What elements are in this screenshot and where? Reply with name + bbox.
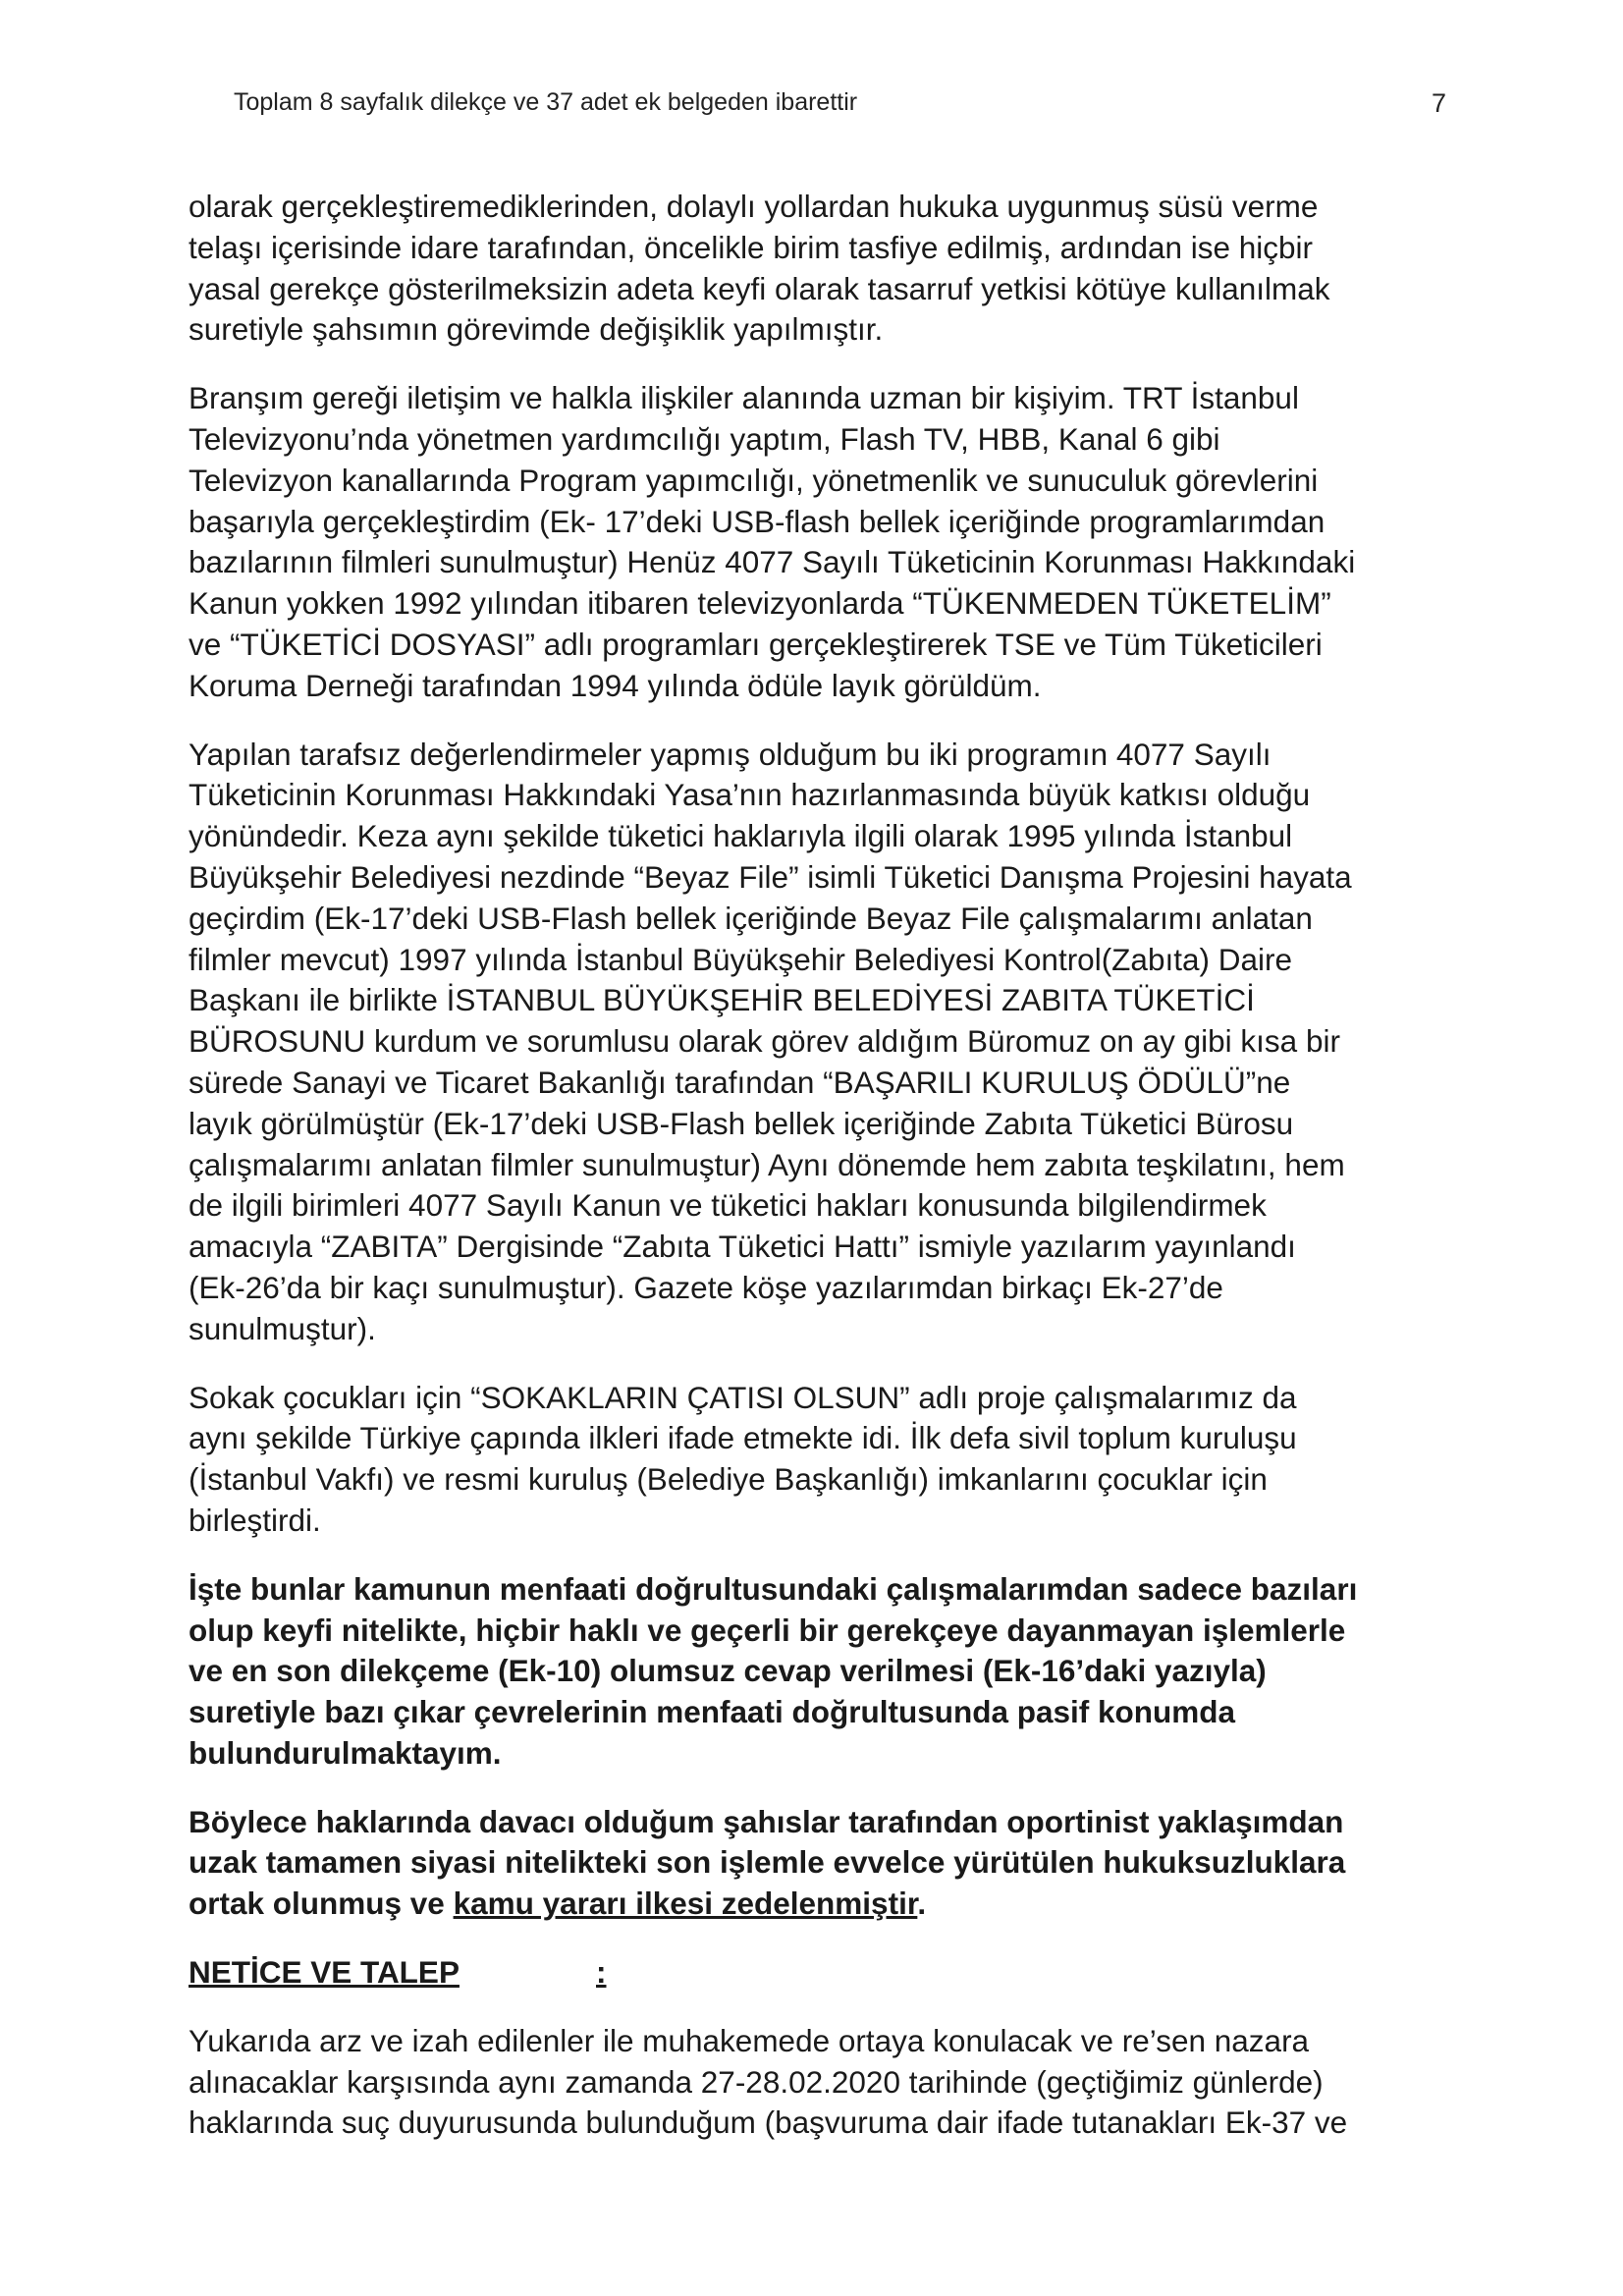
paragraph-6-end: . bbox=[917, 1886, 927, 1922]
paragraph-7: Yukarıda arz ve izah edilenler ile muhakemede ortaya konulacak ve re’sen nazara alınacaklar karşısında aynı zamanda 27-28.02.2020 tarihinde (geçtiğimiz günlerde) haklarında suç duyurusunda bulunduğum (başvuruma dair ifade tutanakları Ek-37 ve bbox=[189, 2022, 1348, 2141]
paragraph-1: olarak gerçekleştiremediklerinden, dolaylı yollardan hukuka uygunmuş süsü verme telaşı içerisinde idare tarafından, öncelikle birim tasfiye edilmiş, ardından ise hiçbir yasal gerekçe gösterilmeksizin adeta keyfi olarak tasarruf yetkisi kötüye kullanılmak suretiyle şahsımın görevimde değişiklik yapılmıştır. bbox=[189, 189, 1330, 348]
paragraph-6-text: Böylece haklarında davacı olduğum şahıslar tarafından oportinist yaklaşımdan uzak tamamen siyasi nitelikteki son işlemle evvelce yürütülen hukuksuzluklara ortak olunmuş ve bbox=[189, 1803, 1346, 1922]
section-heading-colon: : bbox=[596, 1954, 607, 1991]
paragraph-5-bold: İşte bunlar kamunun menfaati doğrultusundaki çalışmalarımdan sadece bazıları olup keyfi nitelikte, hiçbir haklı ve geçerli bir gerekçeye dayanmayan işlemlerle ve en son dilekçeme (Ek-10) olumsuz cevap verilmesi (Ek-16’daki yazıyla) suretiyle bazı çıkar çevrelerinin menfaati doğrultusunda pasif konumda bulundurulmaktayım. bbox=[189, 1570, 1358, 1771]
section-heading-label: NETİCE VE TALEP bbox=[189, 1954, 460, 1991]
page-number: 7 bbox=[1431, 88, 1446, 118]
header-title: Toplam 8 sayfalık dilekçe ve 37 adet ek belgeden ibarettir bbox=[234, 88, 858, 116]
paragraph-3: Yapılan tarafsız değerlendirmeler yapmış olduğum bu iki programın 4077 Sayılı Tüketicinin Korunması Hakkındaki Yasa’nın hazırlanmasında büyük katkısı olduğu yönündedir. Keza aynı şekilde tüketici haklarıyla ilgili olarak 1995 yılında İstanbul Büyükşehir Belediyesi nezdinde “Beyaz File” isimli Tüketici Danışma Projesini hayata geçirdim (Ek-17’deki USB-Flash bellek içeriğinde Beyaz File çalışmalarımı anlatan filmler mevcut) 1997 yılında İstanbul Büyükşehir Belediyesi Kontrol(Zabıta) Daire Başkanı ile birlikte İSTANBUL BÜYÜKŞEHİR BELEDİYESİ ZABITA TÜKETİCİ BÜROSUNU kurdum ve sorumlusu olarak görev aldığım Büromuz on ay gibi kısa bir sürede Sanayi ve Ticaret Bakanlığı tarafından “BAŞARILI KURULUŞ ÖDÜLÜ”ne layık görülmüştür (Ek-17’deki USB-Flash bellek içeriğinde Zabıta Tüketici Bürosu çalışmalarımı anlatan filmler sunulmuştur) Aynı dönemde hem zabıta teşkilatını, hem de ilgili birimleri 4077 Sayılı Kanun ve tüketici hakları konusunda bilgilendirmek amacıyla “ZABITA” Dergisinde “Zabıta Tüketici Hattı” ismiyle yazılarım yayınlandı (Ek-26’da bir kaçı sunulmuştur). Gazete köşe yazılarımdan birkaçı Ek-27’de sunulmuştur). bbox=[189, 736, 1352, 1346]
paragraph-2: Branşım gereği iletişim ve halkla ilişkiler alanında uzman bir kişiyim. TRT İstanbul Televizyonu’nda yönetmen yardımcılığı yaptım, Flash TV, HBB, Kanal 6 gibi Televizyon kanallarında Program yapımcılığı, yönetmenlik ve sunuculuk görevlerini başarıyla gerçekleştirdim (Ek- 17’deki USB-flash bellek içeriğinde programlarımdan bazılarının filmleri sunulmuştur) Henüz 4077 Sayılı Tüketicinin Korunması Hakkındaki Kanun yokken 1992 yılından itibaren televizyonlarda “TÜKENMEDEN TÜKETELİM” ve “TÜKETİCİ DOSYASI” adlı programları gerçekleştirerek TSE ve Tüm Tüketicileri Koruma Derneği tarafından 1994 yılında ödüle layık görüldüm. bbox=[189, 380, 1356, 703]
section-heading bbox=[189, 1952, 1445, 1994]
paragraph-6-underlined: kamu yararı ilkesi zedelenmiştir bbox=[453, 1886, 918, 1922]
paragraph-4: Sokak çocukları için “SOKAKLARIN ÇATISI OLSUN” adlı proje çalışmalarımız da aynı şekilde Türkiye çapında ilkleri ifade etmekte idi. İlk defa sivil toplum kuruluşu (İstanbul Vakfı) ve resmi kuruluş (Belediye Başkanlığı) imkanlarını çocuklar için birleştirdi. bbox=[189, 1379, 1297, 1538]
paragraph-6-bold bbox=[189, 1802, 1445, 1925]
page-header bbox=[234, 88, 1446, 128]
document-body bbox=[189, 187, 1445, 2171]
